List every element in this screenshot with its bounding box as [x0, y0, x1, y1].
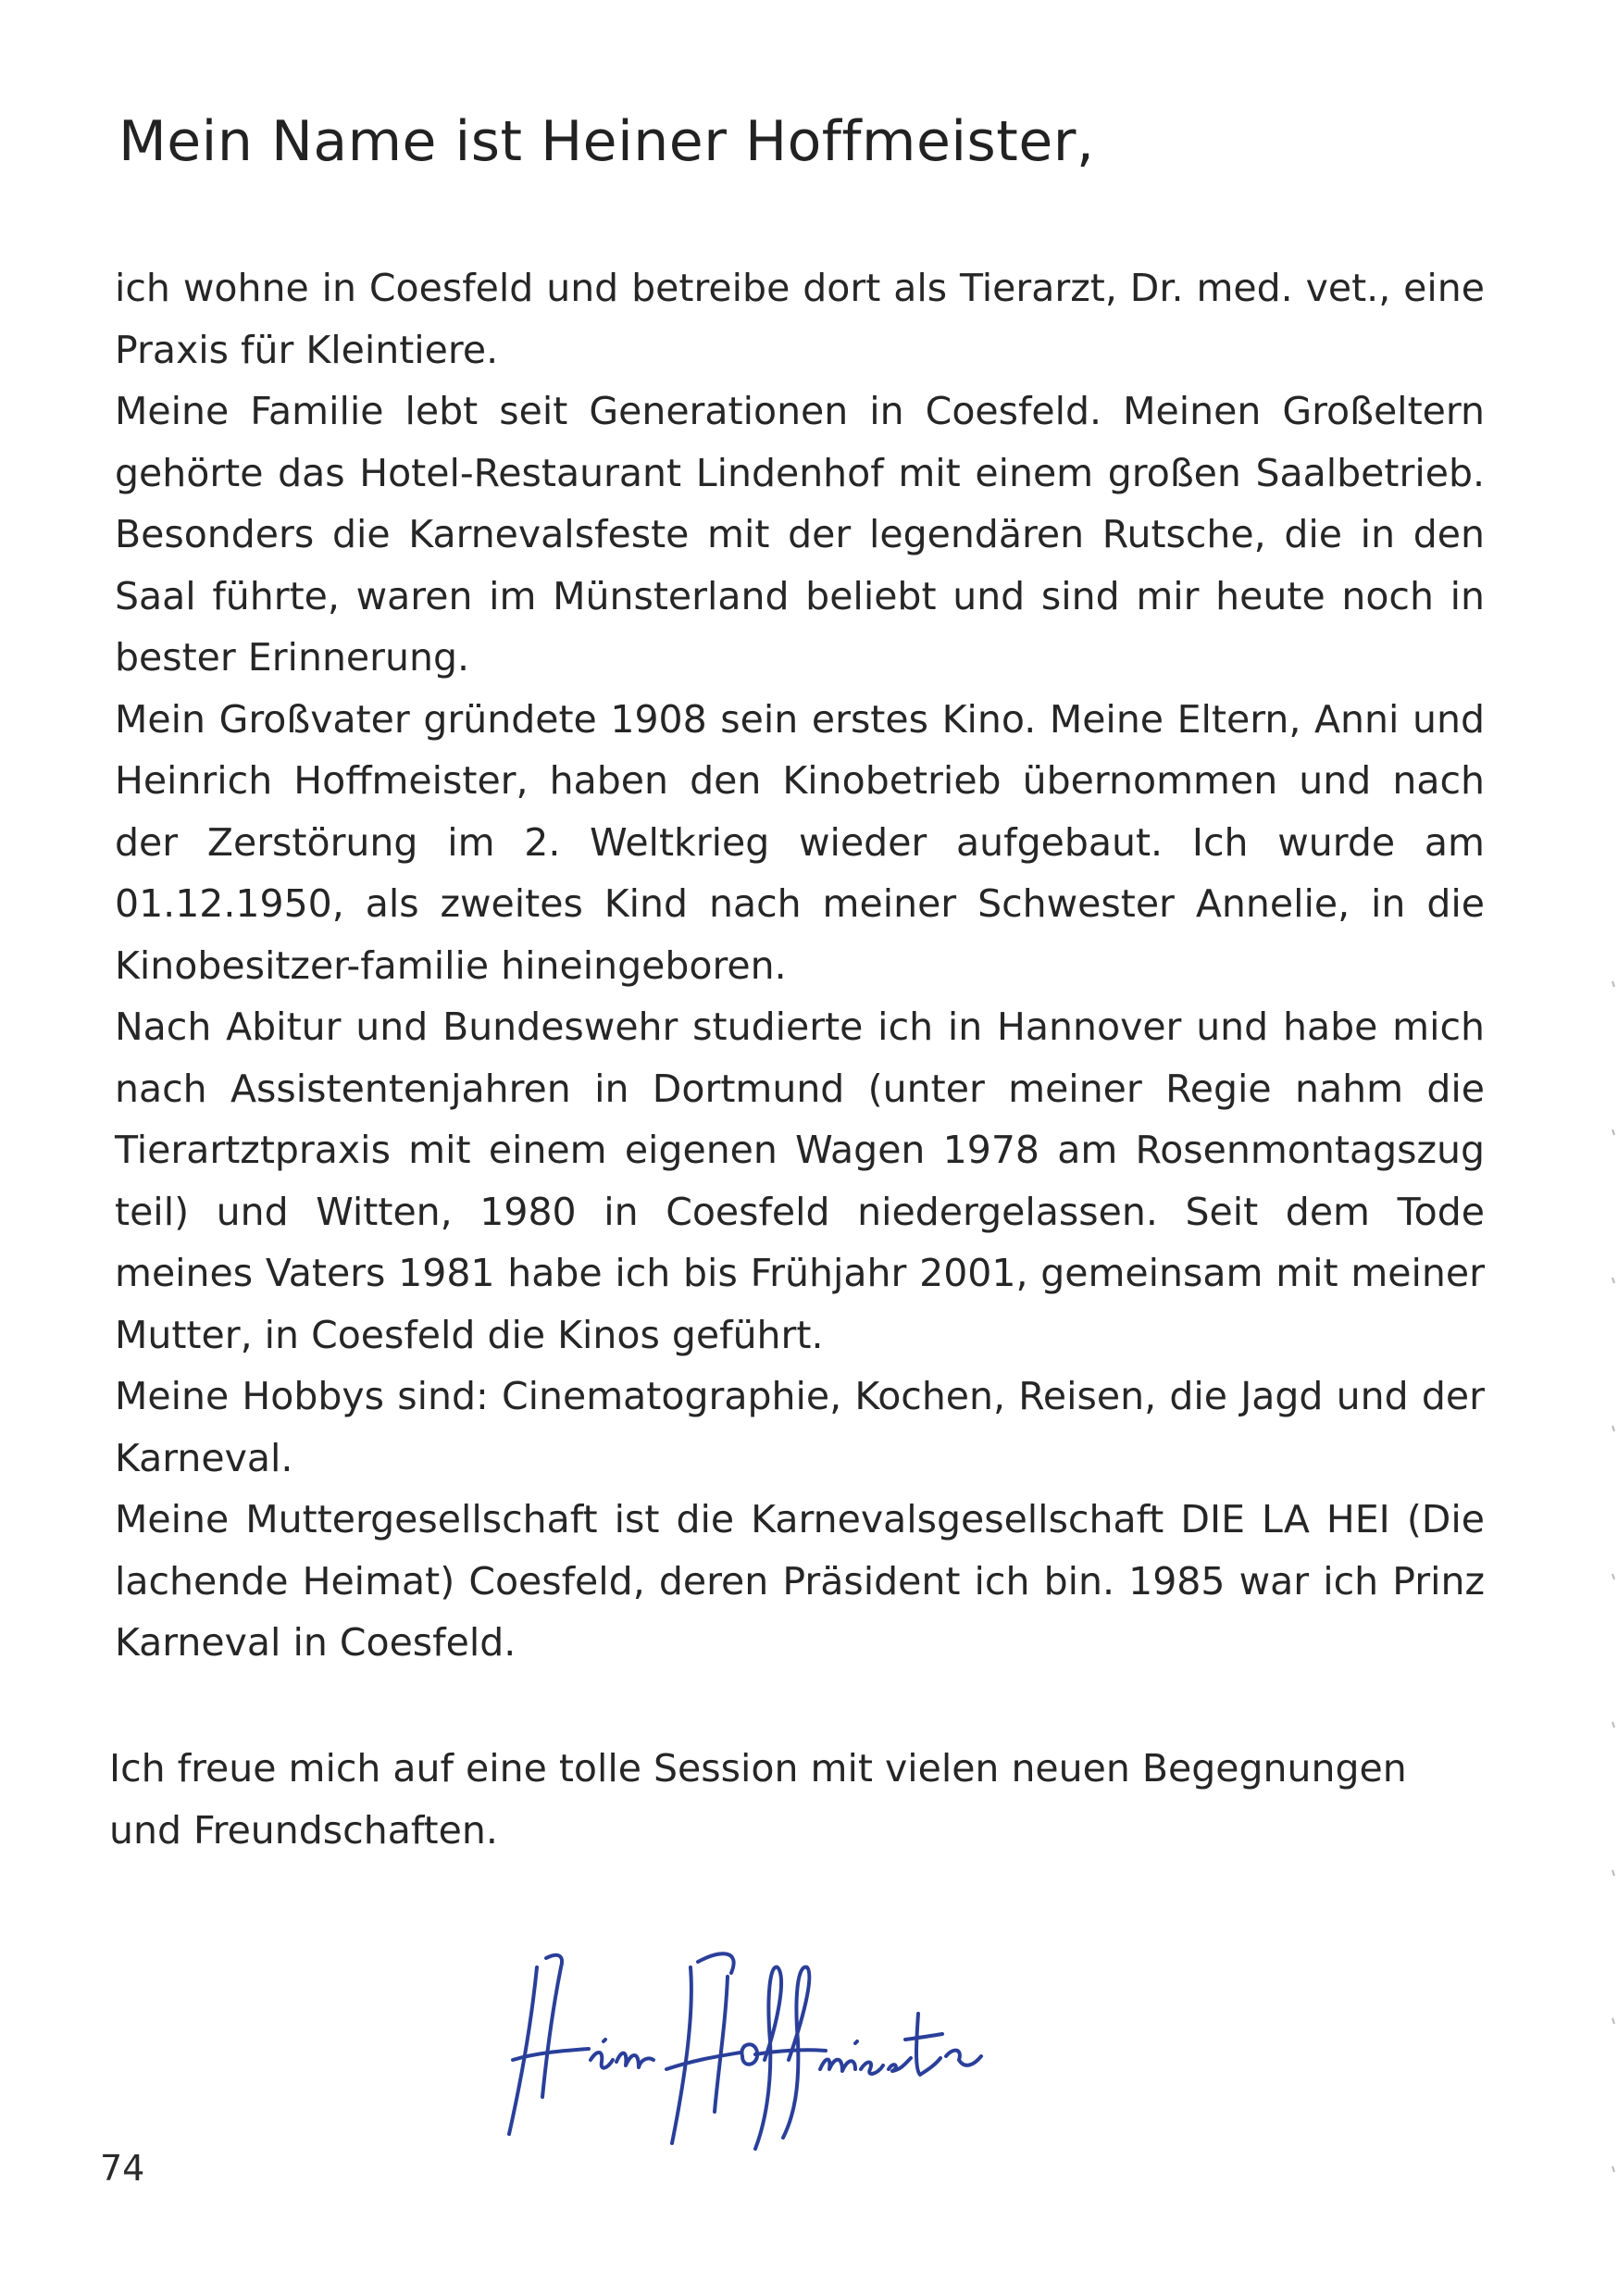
page-heading: Mein Name ist Heiner Hoffmeister, — [118, 109, 1095, 174]
paragraph-society: Meine Muttergesellschaft ist die Karnevalsgesellschaft DIE LA HEI (Die lachende Heimat) Coesfeld, deren Präsident ich bin. 1985 war ich Prinz Karneval in Coesfeld. — [115, 1497, 1485, 1665]
paragraph-family: Meine Familie lebt seit Generationen in Coesfeld. Meinen Großeltern gehörte das Hotel-Restaurant Lindenhof mit einem großen Saalbetrieb. Besonders die Karnevalsfeste mit der legendären Rutsche, die in den Saal führte, waren im Münsterland beliebt und sind mir heute noch in bester Erinnerung. — [115, 389, 1485, 680]
body-text — [115, 257, 1485, 1674]
scan-edge-marks — [1607, 0, 1618, 2296]
handwritten-signature — [500, 1930, 1000, 2152]
paragraph-career: Nach Abitur und Bundeswehr studierte ich in Hannover und habe mich nach Assistentenjahren in Dortmund (unter meiner Regie nahm die Tierartztpraxis mit einem eigenen Wagen 1978 am Rosenmontagszug teil) und Witten, 1980 in Coesfeld niedergelassen. Seit dem Tode meines Vaters 1981 habe ich bis Frühjahr 2001, gemeinsam mit meiner Mutter, in Coesfeld die Kinos geführt. — [115, 1004, 1485, 1357]
paragraph-cinema: Mein Großvater gründete 1908 sein erstes Kino. Meine Eltern, Anni und Heinrich Hoffmeister, haben den Kinobetrieb übernommen und nach der Zerstörung im 2. Weltkrieg wieder aufgebaut. Ich wurde am 01.12.1950, als zweites Kind nach meiner Schwester Annelie, in die Kinobesitzer-familie hineingeboren. — [115, 696, 1485, 988]
paragraph-intro: ich wohne in Coesfeld und betreibe dort als Tierarzt, Dr. med. vet., eine Praxis für Kleintiere. — [115, 266, 1485, 372]
page-number: 74 — [100, 2148, 145, 2189]
paragraph-hobbies: Meine Hobbys sind: Cinematographie, Kochen, Reisen, die Jagd und der Karneval. — [115, 1374, 1485, 1480]
closing-paragraph: Ich freue mich auf eine tolle Session mit vielen neuen Begegnungen und Freundschaften. — [109, 1746, 1407, 1853]
